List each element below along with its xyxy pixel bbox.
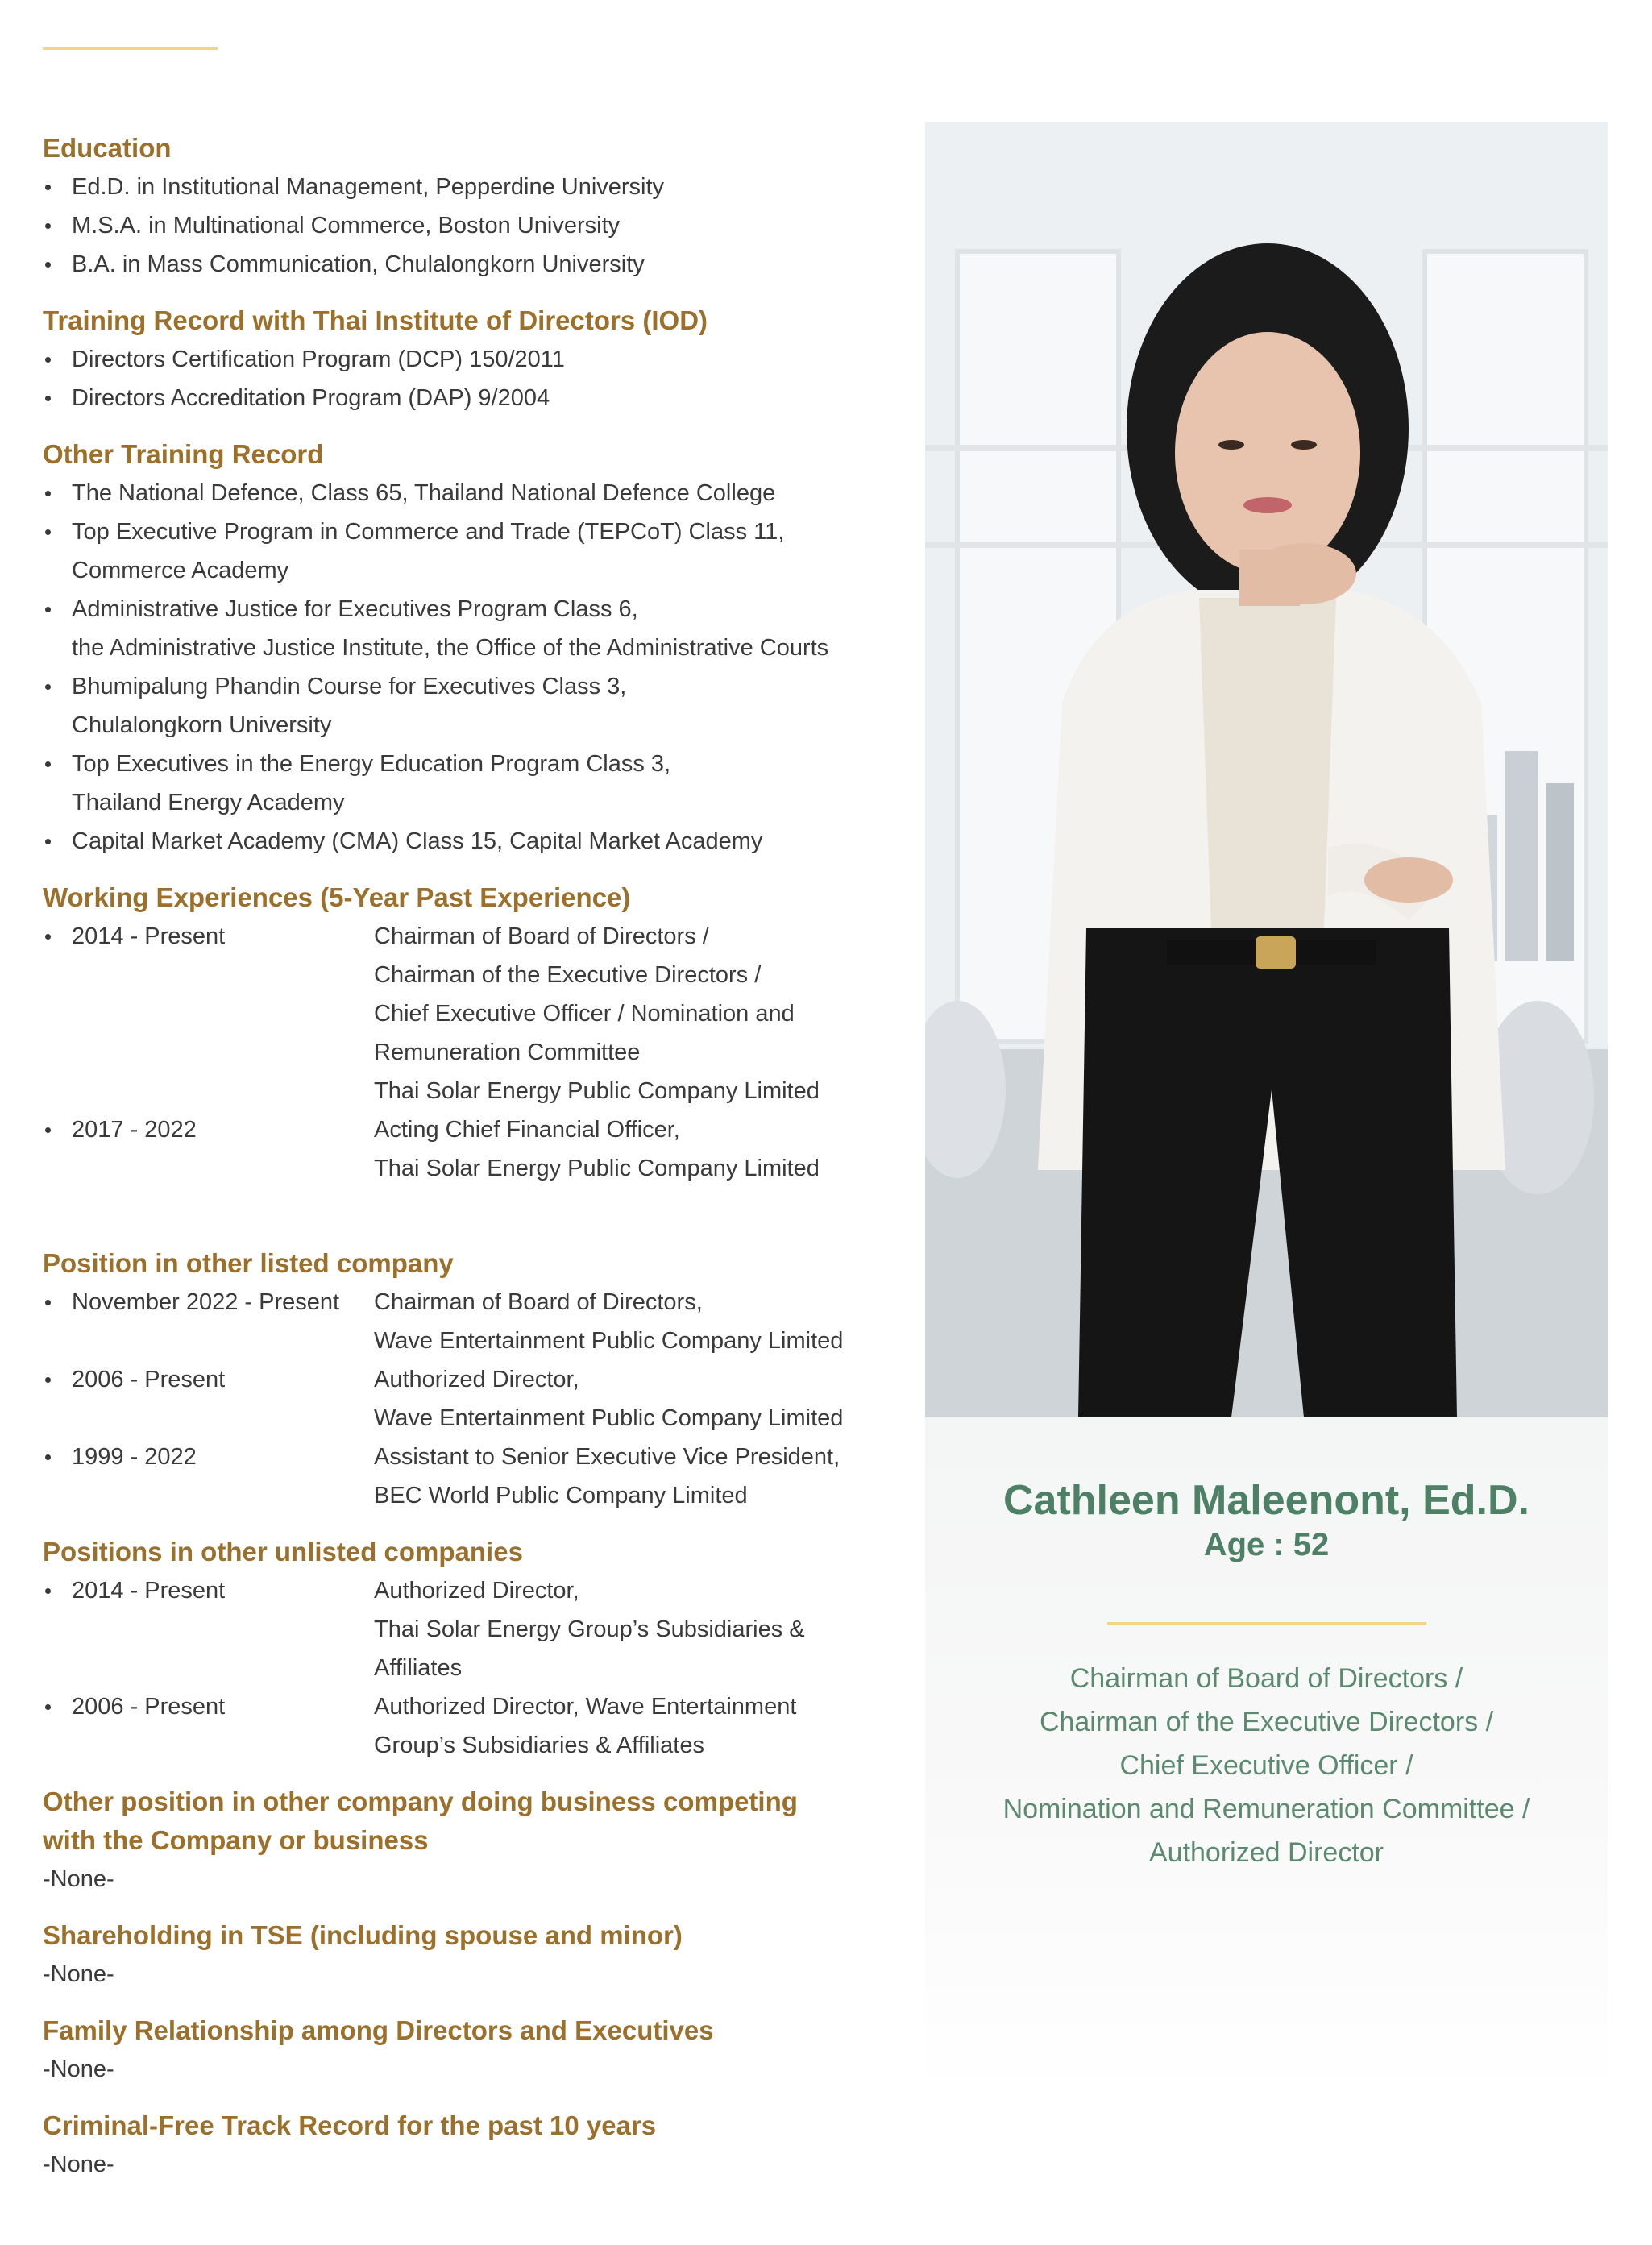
position-item: 2014 - Present Authorized Director, Thai Solar Energy Group’s Subsidiaries & Affiliates <box>43 1571 913 1687</box>
experience-period: 2014 - Present <box>72 923 226 949</box>
unlisted-companies-heading: Positions in other unlisted companies <box>43 1537 523 1567</box>
education-list <box>43 168 913 284</box>
working-experience-heading: Working Experiences (5-Year Past Experience) <box>43 882 631 912</box>
position-period: 2006 - Present <box>72 1367 226 1392</box>
director-role: Chief Executive Officer / <box>1119 1750 1413 1781</box>
director-name: Cathleen Maleenont, Ed.D. <box>1003 1477 1530 1524</box>
experience-period: 2017 - 2022 <box>72 1117 197 1143</box>
competing-business-heading: Other position in other company doing business competing with the Company or business <box>43 1786 798 1855</box>
list-item: Directors Accreditation Program (DAP) 9/2004 <box>43 379 913 417</box>
list-item: Administrative Justice for Executives Program Class 6, the Administrative Justice Institute, the Office of the Administrative Courts <box>43 590 913 667</box>
criminal-record-value: -None- <box>43 2152 114 2177</box>
iod-training-list <box>43 340 913 417</box>
listed-company-heading: Position in other listed company <box>43 1248 454 1278</box>
iod-training-heading: Training Record with Thai Institute of Directors (IOD) <box>43 305 708 335</box>
family-relationship-value: -None- <box>43 2056 114 2082</box>
list-item: Top Executive Program in Commerce and Trade (TEPCoT) Class 11, Commerce Academy <box>43 512 913 590</box>
criminal-record-heading: Criminal-Free Track Record for the past 10 years <box>43 2110 657 2140</box>
shareholding-heading: Shareholding in TSE (including spouse and minor) <box>43 1920 683 1950</box>
experience-description: Acting Chief Financial Officer, Thai Solar Energy Public Company Limited <box>374 1117 820 1181</box>
education-heading: Education <box>43 133 172 163</box>
list-item: M.S.A. in Multinational Commerce, Boston University <box>43 206 913 245</box>
position-period: 1999 - 2022 <box>72 1444 197 1470</box>
list-item: Ed.D. in Institutional Management, Pepperdine University <box>43 168 913 206</box>
director-age: Age : 52 <box>1203 1527 1330 1562</box>
caption-accent-rule <box>1107 1622 1426 1625</box>
position-period: 2006 - Present <box>72 1694 226 1720</box>
list-item: Directors Certification Program (DCP) 150/2011 <box>43 340 913 379</box>
other-training-heading: Other Training Record <box>43 439 324 469</box>
position-item: 2006 - Present Authorized Director, Wave Entertainment Public Company Limited <box>43 1360 913 1438</box>
position-period: 2014 - Present <box>72 1578 226 1604</box>
director-role: Nomination and Remuneration Committee / <box>1002 1794 1530 1824</box>
experience-item <box>43 1110 913 1188</box>
working-experience-list <box>43 917 913 1188</box>
top-accent-rule <box>43 47 218 50</box>
position-item: 2006 - Present Authorized Director, Wave Entertainment Group’s Subsidiaries & Affiliates <box>43 1687 913 1765</box>
portrait-illustration <box>925 122 1608 1417</box>
unlisted-companies-list <box>43 1571 913 1765</box>
shareholding-value: -None- <box>43 1961 114 1987</box>
position-item: November 2022 - Present Chairman of Board of Directors, Wave Entertainment Public Company Limited <box>43 1283 913 1360</box>
list-item: B.A. in Mass Communication, Chulalongkorn University <box>43 245 913 284</box>
list-item: Capital Market Academy (CMA) Class 15, Capital Market Academy <box>43 822 913 861</box>
list-item: Top Executives in the Energy Education Program Class 3, Thailand Energy Academy <box>43 745 913 822</box>
director-role: Chairman of Board of Directors / <box>1069 1663 1463 1694</box>
listed-company-list <box>43 1283 913 1515</box>
director-portrait-photo <box>925 122 1608 1417</box>
position-period: November 2022 - Present <box>72 1289 340 1315</box>
list-item: The National Defence, Class 65, Thailand National Defence College <box>43 474 913 512</box>
director-role: Chairman of the Executive Directors / <box>1039 1707 1494 1737</box>
list-item: Bhumipalung Phandin Course for Executives Class 3, Chulalongkorn University <box>43 667 913 745</box>
director-role: Authorized Director <box>1148 1837 1384 1868</box>
family-relationship-heading: Family Relationship among Directors and Executives <box>43 2015 714 2045</box>
other-training-list <box>43 474 913 861</box>
experience-item <box>43 917 913 1110</box>
position-item: 1999 - 2022 Assistant to Senior Executive Vice President, BEC World Public Company Limited <box>43 1438 913 1515</box>
competing-business-value: -None- <box>43 1866 114 1892</box>
profile-details <box>43 129 913 2201</box>
experience-description: Chairman of Board of Directors / Chairman of the Executive Directors / Chief Executive Officer / Nomination and Remuneration Committee Thai Solar Energy Public Company Limited <box>374 923 820 1104</box>
director-caption-panel <box>925 1417 1608 2094</box>
